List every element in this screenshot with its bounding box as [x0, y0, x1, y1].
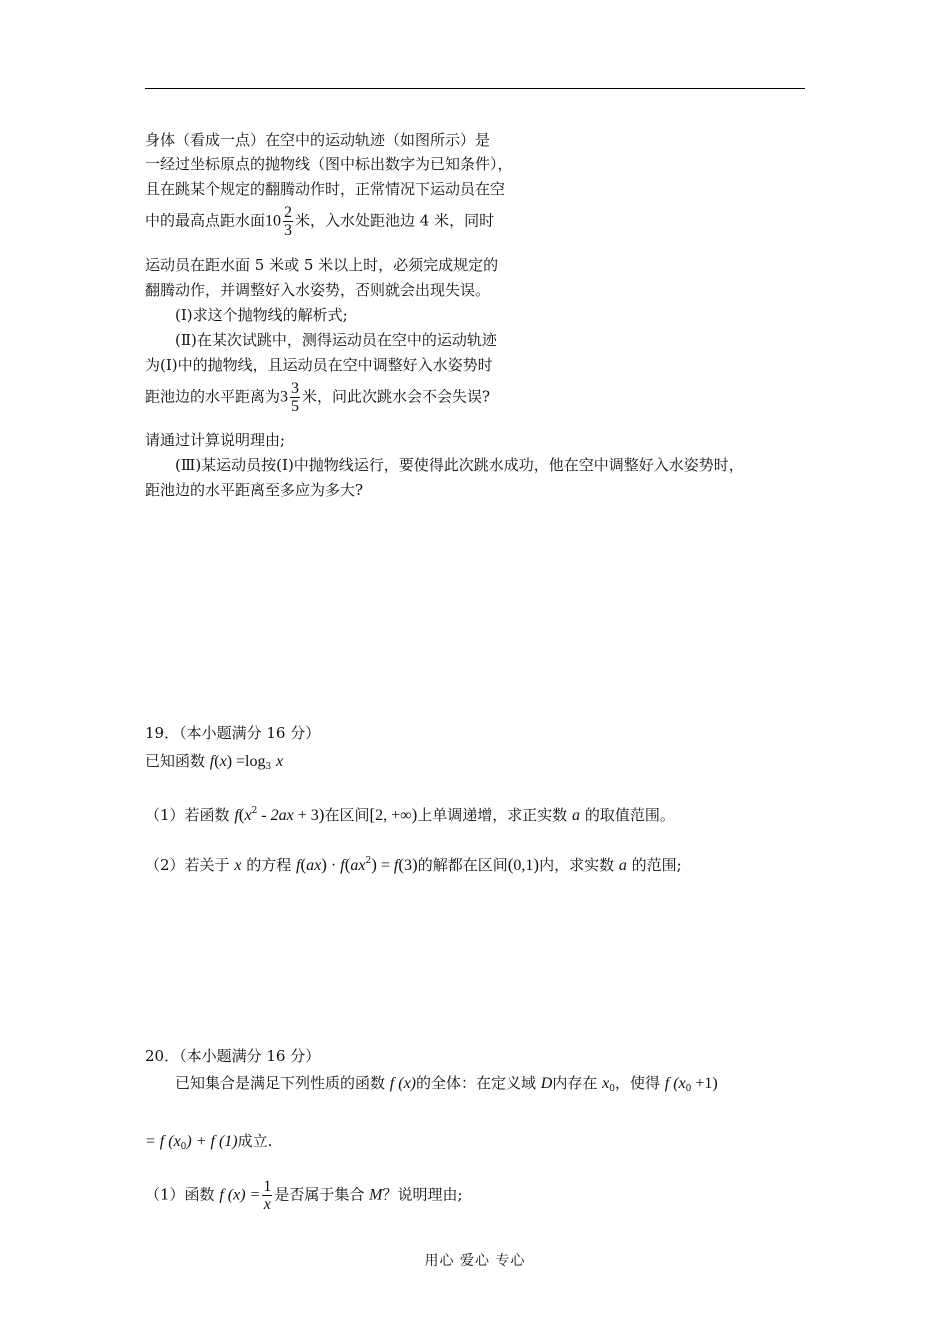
p19-p2-mid: 的方程: [246, 856, 292, 874]
p20-l1-expr-b: +1): [691, 1075, 718, 1092]
func-log-base: 3: [265, 762, 272, 772]
p20-header: 20．（本小题满分 16 分）: [145, 1047, 321, 1065]
height-whole: 10: [265, 212, 282, 230]
p18-line-4: [145, 204, 494, 239]
func-x: x: [219, 753, 227, 770]
fraction-denominator: 5: [291, 398, 300, 415]
p20-l1-x0-sub: 0: [609, 1084, 615, 1094]
p19-part-1: （1）若函数 $f(x^2 - 2ax + 3)$在区间[2, +∞)上单调递增，求正实数 a 的取值范围。: [145, 805, 675, 824]
p18-question-2d: 请通过计算说明理由;: [145, 431, 286, 449]
p20-line-2: [145, 1130, 272, 1158]
fraction-numerator: 3: [291, 380, 300, 397]
p19-p2-var-a: a: [618, 857, 627, 874]
fraction-numerator: 2: [284, 204, 293, 221]
p19-p2-ax: ax: [306, 857, 322, 874]
p18-question-2a: (Ⅱ)在某次试跳中，测得运动员在空中的运动轨迹: [175, 331, 497, 349]
distance-whole: 3: [280, 388, 289, 406]
p20-l1-mid: 的全体：在定义域: [416, 1074, 537, 1092]
p18-line-4-tail: 米，入水处距池边 4 米，同时: [295, 211, 495, 230]
p20-l1-pre: 已知集合是满足下列性质的函数: [175, 1074, 386, 1092]
p20-l1-x0: x: [602, 1075, 610, 1092]
p19-p2-three: 3: [404, 857, 413, 874]
p18-question-2b: 为(Ⅰ)中的抛物线，且运动员在空中调整好入水姿势时: [145, 356, 493, 374]
p20-l2-post: 成立.: [237, 1132, 273, 1150]
p20-p1-label: （1）函数: [145, 1185, 215, 1204]
p19-p1-const: 3: [310, 807, 319, 824]
height-fraction: [283, 204, 293, 239]
p19-p1-post: 上单调递增，求正实数: [417, 806, 568, 824]
p19-p2-post: 内，求实数: [539, 856, 615, 874]
p18-line-4-text: 中的最高点距水面: [145, 211, 266, 230]
p20-part-1: [145, 1178, 463, 1213]
func-log: log: [245, 753, 266, 770]
p19-given: 已知函数 $f(x) =\log_3$ x: [145, 752, 284, 772]
func-f: f: [209, 753, 215, 770]
p18-question-1: (Ⅰ)求这个抛物线的解析式;: [175, 306, 348, 324]
p20-p1-fraction: [262, 1178, 272, 1213]
p20-l1-mid2: 内存在: [552, 1074, 598, 1092]
p18-line-1: 身体（看成一点）在空中的运动轨迹（如图所示）是: [145, 131, 491, 149]
p19-p2-label: （2）若关于: [145, 856, 230, 874]
p19-p2-mid2: 的解都在区间: [417, 856, 508, 874]
page-footer: 用心 爱心 专心: [424, 1253, 526, 1269]
p18-question-2c: [145, 380, 490, 415]
p18-line-6: 翻腾动作，并调整好入水姿势，否则就会出现失误。: [145, 281, 491, 299]
p20-l1-domain: D: [540, 1075, 553, 1092]
p18-line-2: 一经过坐标原点的抛物线（图中标出数字为已知条件），: [145, 155, 513, 173]
p20-p1-set-M: M: [369, 1186, 383, 1204]
p20-l2-expr-sub: 0: [180, 1142, 187, 1152]
p18-line-5: 运动员在距水面 5 米或 5 米以上时，必须完成规定的: [145, 256, 499, 274]
fraction-denominator: x: [263, 1196, 271, 1213]
p19-p1-end: 的取值范围。: [584, 806, 675, 824]
p20-l1-expr-a: f (x: [664, 1075, 686, 1092]
p18-q2c-tail: 米，问此次跳水会不会失误?: [302, 387, 491, 406]
p20-l1-post: ，使得: [615, 1074, 661, 1092]
p19-p1-mid: 在区间: [324, 806, 370, 824]
p20-p1-end: ？说明理由;: [382, 1185, 463, 1204]
p20-l2-expr-a: = f (x: [145, 1133, 181, 1150]
func-log-arg: x: [276, 753, 284, 770]
distance-fraction: [290, 380, 300, 415]
p19-given-text: 已知函数: [145, 752, 206, 770]
fraction-numerator: 1: [263, 1178, 272, 1195]
p19-header: 19．（本小题满分 16 分）: [145, 724, 321, 742]
p18-question-3b: 距池边的水平距离至多应为多大?: [145, 481, 364, 499]
p19-p2-ax2: ax: [350, 857, 366, 874]
p19-p1-square: 2: [251, 806, 258, 816]
p20-l2-expr-b: ) + f (1): [186, 1133, 238, 1150]
p19-p1-2ax: 2ax: [270, 807, 294, 824]
p20-l1-fx: f (x): [389, 1075, 416, 1092]
p19-p2-square: 2: [365, 856, 372, 866]
p19-p1-interval: 2, +∞: [375, 807, 412, 824]
p18-line-3: 且在跳某个规定的翻腾动作时，正常情况下运动员在空: [145, 180, 506, 198]
p19-part-2: （2）若关于 x 的方程 $f(ax) \cdot f(ax^2) = f(3)$的解都在区间(0,1)内，求实数 a 的范围;: [145, 855, 682, 874]
p20-p1-mid: 是否属于集合: [274, 1185, 365, 1204]
p20-l1-expr-sub: 0: [685, 1084, 692, 1094]
p19-p2-interval: 0,1: [513, 857, 534, 874]
header-rule: [145, 88, 805, 89]
p19-p2-var-x: x: [234, 857, 242, 874]
p19-p1-x: x: [244, 807, 252, 824]
p19-p1-var-a: a: [572, 807, 581, 824]
p18-q2c-text: 距池边的水平距离为: [145, 387, 281, 406]
p19-p1-label: （1）若函数: [145, 806, 230, 824]
p20-p1-fx: f (x) =: [219, 1186, 261, 1204]
p20-line-1: [175, 1072, 718, 1100]
fraction-denominator: 3: [284, 222, 293, 239]
p19-p2-end: 的范围;: [631, 856, 682, 874]
p18-question-3a: (Ⅲ)某运动员按(Ⅰ)中抛物线运行，要使得此次跳水成功，他在空中调整好入水姿势时，: [175, 456, 744, 474]
